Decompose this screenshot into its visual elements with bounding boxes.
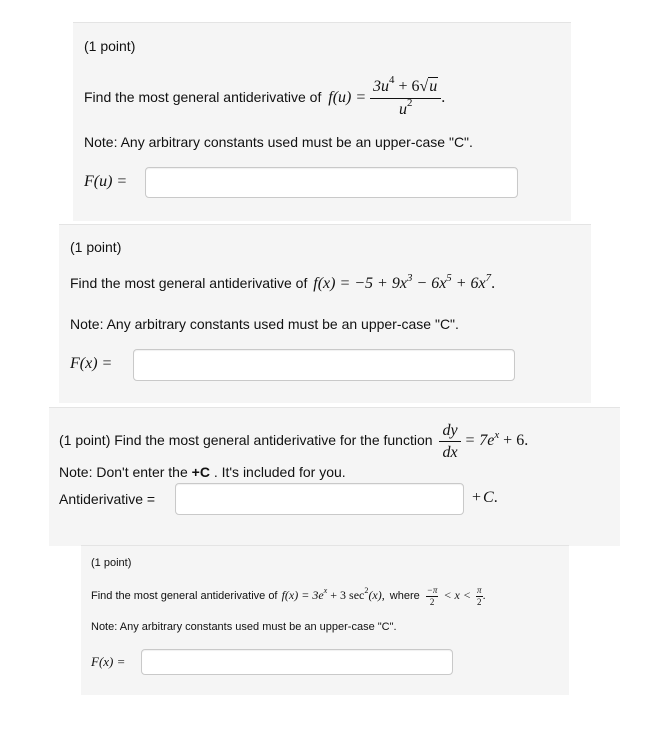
function-lhs: f(u) = [328,89,367,106]
exponent-b: 5 [446,271,452,284]
answer-label: F(x) = [91,654,126,669]
derivative-numerator: dy [442,421,458,439]
prompt-text: Find the most general antiderivative of [91,590,278,602]
lower-bound-fraction [426,586,439,607]
function-term-b: − 6x [412,275,447,292]
fraction-numerator [370,74,441,98]
problem-card-2 [59,224,591,403]
answer-input[interactable] [133,349,515,381]
denominator-exponent: 2 [406,97,413,110]
answer-input[interactable] [175,483,464,515]
denominator-term: u [398,100,407,118]
numerator-exponent: 4 [389,74,395,87]
problem-statement [84,73,445,121]
problem-statement [70,271,496,293]
problem-statement [59,420,528,460]
function-fraction [370,74,441,119]
derivative-denominator: dx [439,441,460,461]
lower-bound-numerator: −π [426,584,438,595]
answer-label: Antiderivative = [59,491,156,507]
suffix-c: C [483,489,494,506]
note-text: Note: Any arbitrary constants used must be an upper-case "C". [91,621,397,633]
note-post: . It's included for you. [209,464,346,480]
note-text: Note: Any arbitrary constants used must be an upper-case "C". [84,134,473,150]
prompt-text: Find the most general antiderivative of [70,275,308,291]
numerator-term-a: 3u [373,77,390,95]
rhs-term-a: = 7e [464,432,495,449]
upper-bound-denominator: 2 [477,596,482,607]
problem-card-4 [81,545,569,695]
points-label: (1 point) [70,239,122,255]
exponent-a: x [323,586,328,596]
fraction-denominator [370,98,441,119]
function-period: . [491,275,496,292]
suffix-period: . [493,489,498,506]
function-term-b: + 3 sec [327,588,365,602]
plus-c-suffix [472,489,498,507]
where-text: where [389,590,420,602]
function-expression [282,588,388,602]
note-text: Note: Any arbitrary constants used must be an upper-case "C". [70,316,459,332]
problem-statement [91,584,486,606]
points-label: (1 point) [91,557,132,569]
derivative-fraction [439,422,460,461]
function-term-c: + 6x [451,275,486,292]
exponent-c: 7 [485,271,492,284]
numerator-term-b: + 6 [394,77,420,95]
answer-input[interactable] [145,167,518,198]
note-bold-plus-c: +C [191,464,210,480]
answer-input[interactable] [141,649,453,675]
problem-card-3 [49,407,620,546]
function-term-a: f(x) = −5 + 9x [313,275,407,292]
sqrt-symbol: √u [419,77,438,95]
answer-label: F(x) = [70,355,113,372]
function-period: . [441,89,446,106]
derivative-rhs [464,428,529,449]
lower-bound-denominator: 2 [426,596,439,607]
function-expression [313,271,496,292]
answer-label: F(u) = [84,173,128,190]
note-text [59,464,346,480]
prompt-text: Find the most general antiderivative of [84,89,322,105]
problem-card-1 [73,22,571,221]
points-label: (1 point) [84,38,136,54]
suffix-plus: + [472,489,482,506]
inequality: < x < [443,588,471,602]
note-pre: Note: Don't enter the [59,464,192,480]
function-term-c: (x), [368,588,385,602]
rhs-term-b: + 6. [499,432,529,449]
prompt-text: (1 point) Find the most general antiderivative for the function [59,432,433,448]
function-period: . [482,588,486,602]
upper-bound-numerator: π [477,584,482,595]
sqrt-radicand: u [429,77,438,95]
exponent-a: 3 [406,271,413,284]
rhs-exponent: x [494,428,500,441]
exponent-b: 2 [364,586,369,596]
function-term-a: f(x) = 3e [281,588,324,602]
